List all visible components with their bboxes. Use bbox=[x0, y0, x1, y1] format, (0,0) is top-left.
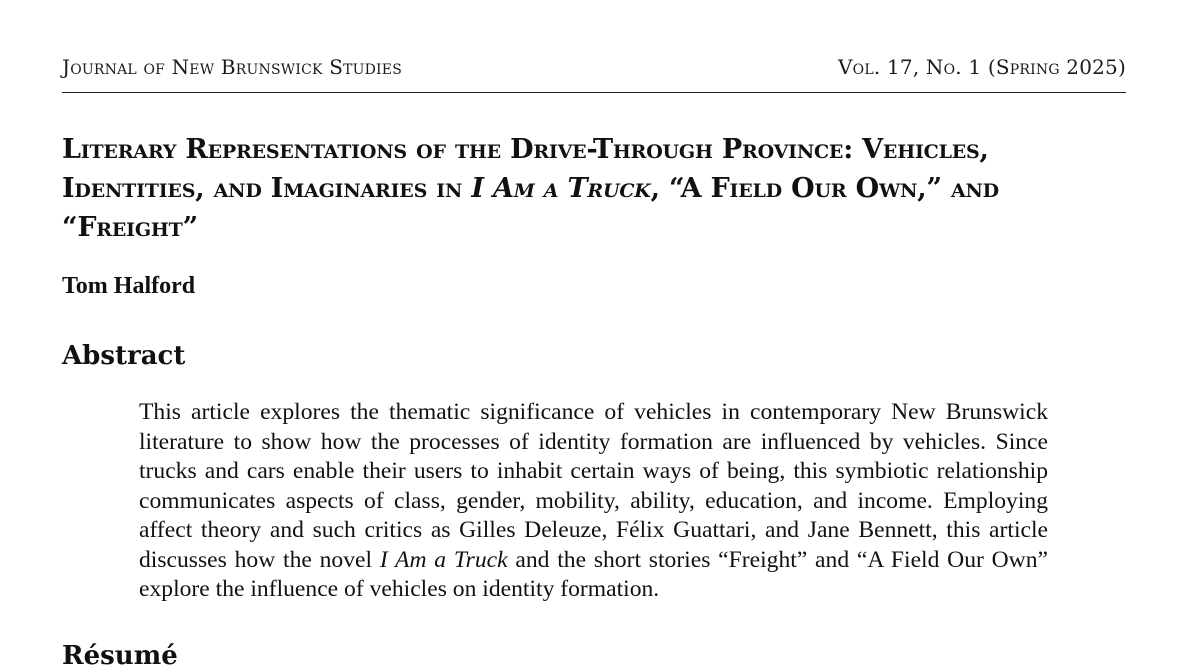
abstract-text-part-1: This article explores the thematic significance of vehicles in contemporary New Brunswick literature to show how the processes of identity formation are influenced by vehicles. Since trucks and cars enable their users to inhabit certain ways of being, this symbiotic relationship communicates aspects of class, gender, mobility, ability, education, and income. Employing affect theory and such critics as Gilles Deleuze, Félix Guattari, and Jane Bennett, this article discusses how the novel bbox=[139, 399, 1048, 573]
abstract-italic-book: I Am a Truck bbox=[379, 546, 508, 573]
journal-name: Journal of New Brunswick Studies bbox=[62, 55, 402, 79]
author-name: Tom Halford bbox=[62, 273, 196, 299]
title-part-1: Literary Representations of the Drive-Through Province: Vehicles, Identities, and Imaginaries in bbox=[62, 134, 989, 204]
abstract-heading: Abstract bbox=[62, 341, 186, 371]
abstract-text bbox=[139, 398, 1048, 605]
title-italic-book: I Am a Truck bbox=[471, 173, 651, 204]
resume-heading: Résumé bbox=[62, 641, 178, 671]
running-header bbox=[62, 54, 1126, 93]
volume-issue: Vol. 17, No. 1 (Spring 2025) bbox=[838, 55, 1126, 79]
abstract-text-part-2: and the short stories “Freight” and “A Field Our Own” explore the influence of vehicles on identity formation. bbox=[139, 546, 1048, 602]
title-part-2: , “A Field Our Own,” and “Freight” bbox=[62, 173, 999, 243]
article-title bbox=[62, 130, 1132, 247]
